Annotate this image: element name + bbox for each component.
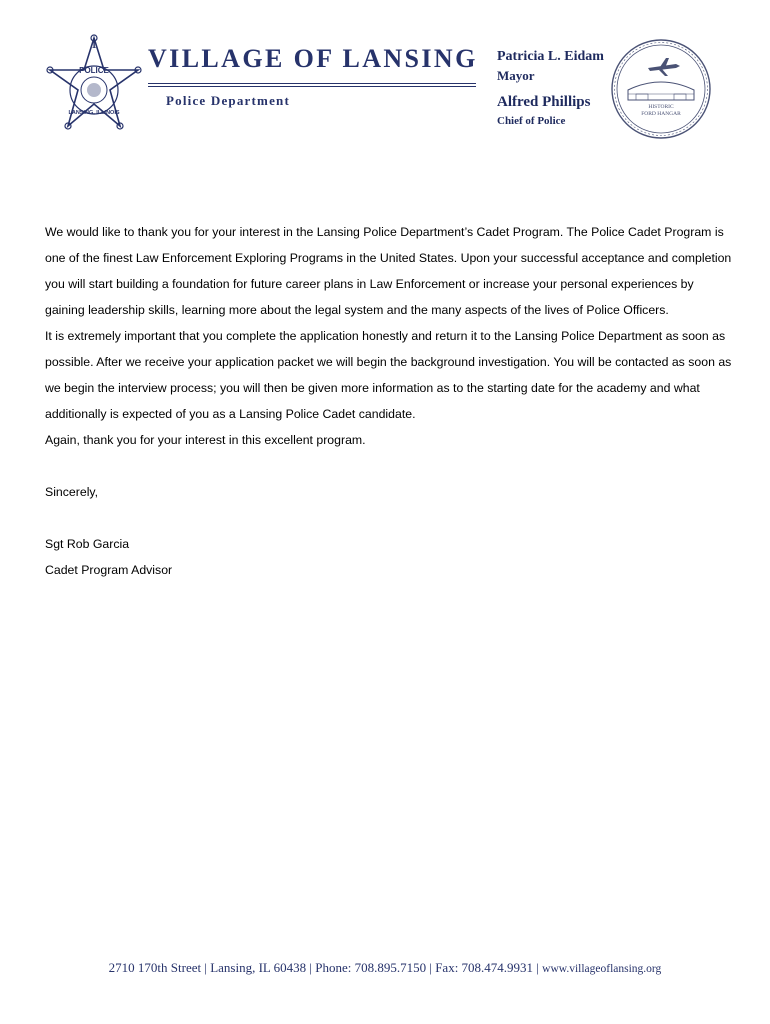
letter-paragraph-2: It is extremely important that you complete the application honestly and return it to the Lansing Police Department as soon as possible. After we receive your application packet we will begin the background investigation. You will be contacted as soon as we begin the interview process; you will then be given more information as to the starting date for the academy and what additionally is expected of you as a Lansing Police Cadet candidate. (45, 329, 732, 421)
airplane-icon (648, 58, 680, 76)
spacer (45, 505, 735, 531)
police-star-badge-icon (44, 34, 144, 140)
signer-title: Cadet Program Advisor (45, 563, 173, 577)
letter-closing: Sincerely, (45, 485, 99, 499)
seal-center-line1: HISTORIC (648, 104, 674, 110)
spacer (45, 453, 735, 479)
letterhead (0, 0, 770, 150)
seal-center-line2: FORD HANGAR (641, 111, 681, 117)
title-rule-secondary (148, 86, 476, 87)
signer-name: Sgt Rob Garcia (45, 537, 130, 551)
title-rule (148, 83, 476, 84)
chief-name: Alfred Phillips (497, 94, 591, 110)
footer-website-link[interactable]: www.villageoflansing.org (542, 963, 662, 975)
letter-body (45, 219, 735, 583)
hangar-building-icon (628, 82, 694, 100)
badge-text-top: POLICE (79, 66, 109, 75)
chief-title: Chief of Police (497, 115, 566, 127)
mayor-title: Mayor (497, 68, 535, 83)
mayor-name: Patricia L. Eidam (497, 49, 604, 64)
badge-number: 1 (91, 40, 97, 51)
footer (0, 960, 770, 976)
village-title: VILLAGE OF LANSING (148, 44, 478, 73)
badge-text-bottom: LANSING, ILLINOIS (68, 110, 120, 116)
footer-address: 2710 170th Street | Lansing, IL 60438 | Phone: 708.895.7150 | Fax: 708.474.9931 | (108, 960, 543, 975)
letter-paragraph-3: Again, thank you for your interest in this excellent program. (45, 433, 366, 447)
department-name: Police Department (166, 93, 291, 108)
letter-paragraph-1: We would like to thank you for your interest in the Lansing Police Department’s Cadet Program. The Police Cadet Program is one of the finest Law Enforcement Exploring Programs in the United States. Upon your successful acceptance and completion you will start building a foundation for future career plans in Law Enforcement or increase your personal experiences by gaining leadership skills, learning more about the legal system and the many aspects of the lives of Police Officers. (45, 225, 732, 317)
village-seal (610, 38, 712, 140)
